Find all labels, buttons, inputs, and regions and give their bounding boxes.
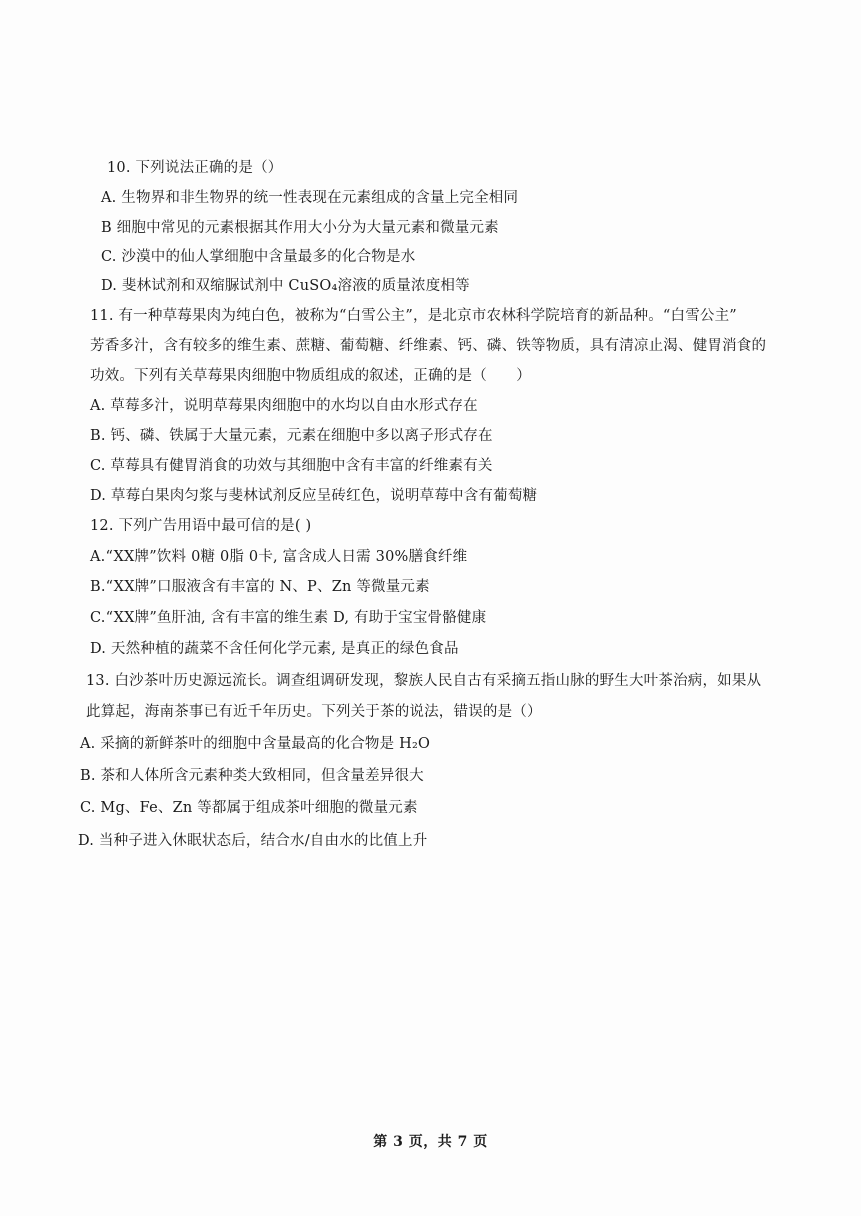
question-11-stem-line-3: 功效。下列有关草莓果肉细胞中物质组成的叙述，正确的是（ ） xyxy=(90,368,531,384)
question-11-option-b: B. 钙、磷、铁属于大量元素，元素在细胞中多以离子形式存在 xyxy=(90,428,493,444)
question-13-stem-line-1: 13. 白沙茶叶历史源远流长。调查组调研发现，黎族人民自古有采摘五指山脉的野生大叶茶治病，如果从 xyxy=(86,673,762,689)
question-12-option-b: B.“XX牌”口服液含有丰富的 N、P、Zn 等微量元素 xyxy=(90,579,430,595)
question-10-stem: 10. 下列说法正确的是（） xyxy=(107,160,283,176)
question-13-option-a: A. 采摘的新鲜茶叶的细胞中含量最高的化合物是 H₂O xyxy=(80,736,431,752)
question-11-stem-line-1: 11. 有一种草莓果肉为纯白色，被称为“白雪公主”，是北京市农林科学院培育的新品种。“白雪公主” xyxy=(90,308,737,324)
question-13-stem-line-2: 此算起，海南茶事已有近千年历史。下列关于茶的说法，错误的是（） xyxy=(86,704,542,720)
question-13-option-c: C. Mg、Fe、Zn 等都属于组成茶叶细胞的微量元素 xyxy=(80,800,418,816)
question-11-stem-line-2: 芳香多汁，含有较多的维生素、蔗糖、葡萄糖、纤维素、钙、磷、铁等物质，具有清凉止渴、健胃消食的 xyxy=(90,338,767,354)
question-11-option-a: A. 草莓多汁，说明草莓果肉细胞中的水均以自由水形式存在 xyxy=(90,398,478,414)
question-10-option-c: C. 沙漠中的仙人掌细胞中含量最多的化合物是水 xyxy=(101,249,416,265)
question-10-option-a: A. 生物界和非生物界的统一性表现在元素组成的含量上完全相同 xyxy=(101,190,519,206)
question-13-option-b: B. 茶和人体所含元素种类大致相同，但含量差异很大 xyxy=(80,768,424,784)
question-13-option-d: D. 当种子进入休眠状态后，结合水/自由水的比值上升 xyxy=(78,833,428,849)
question-10-option-b: B 细胞中常见的元素根据其作用大小分为大量元素和微量元素 xyxy=(101,220,499,236)
question-12-option-c: C.“XX牌”鱼肝油, 含有丰富的维生素 D, 有助于宝宝骨骼健康 xyxy=(90,610,487,626)
question-11-option-d: D. 草莓白果肉匀浆与斐林试剂反应呈砖红色，说明草莓中含有葡萄糖 xyxy=(90,488,538,504)
question-12-stem: 12. 下列广告用语中最可信的是( ) xyxy=(90,518,312,534)
question-12-option-d: D. 天然种植的蔬菜不含任何化学元素, 是真正的绿色食品 xyxy=(90,641,459,657)
page-number-footer: 第 3 页，共 7 页 xyxy=(373,1134,488,1150)
question-10-option-d: D. 斐林试剂和双缩脲试剂中 CuSO₄溶液的质量浓度相等 xyxy=(101,278,470,294)
question-12-option-a: A.“XX牌”饮料 0糖 0脂 0卡, 富含成人日需 30%膳食纤维 xyxy=(90,549,468,565)
question-11-option-c: C. 草莓具有健胃消食的功效与其细胞中含有丰富的纤维素有关 xyxy=(90,458,493,474)
